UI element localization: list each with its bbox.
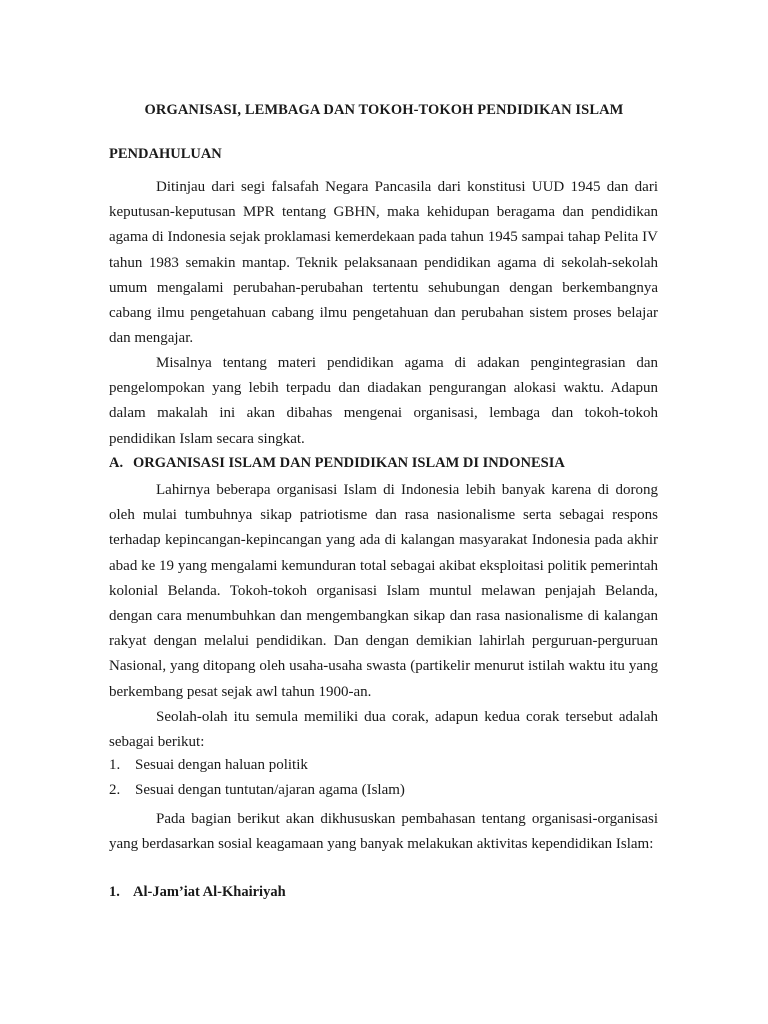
intro-heading: PENDAHULUAN bbox=[109, 146, 222, 162]
section-a-paragraph-1: Lahirnya beberapa organisasi Islam di Indonesia lebih banyak karena di dorong oleh mulai tumbuhnya sikap patriotisme dan rasa nasionalisme serta sebagai respons terhadap kepincangan-kepincangan yang ada di kalangan masyarakat Indonesia pada akhir abad ke 19 yang mengalami kemunduran total sebagai akibat eksploitasi politik pemerintah kolonial Belanda. Tokoh-tokoh organisasi Islam muntul melawan penjajah Belanda, dengan cara menumbuhkan dan mengembangkan sikap dan rasa nasionalisme di kalangan rakyat dengan melalui pendidikan. Dan dengan demikian lahirlah perguruan-perguruan Nasional, yang ditopang oleh usaha-usaha swasta (partikelir menurut istilah waktu itu yang berkembang pesat sejak awl tahun 1900-an. bbox=[109, 482, 658, 700]
section-a-paragraph-3: Pada bagian berikut akan dikhususkan pembahasan tentang organisasi-organisasi yang berdasarkan sosial keagamaan yang banyak melakukan aktivitas kependidikan Islam: bbox=[109, 811, 658, 853]
intro-paragraph-1: Ditinjau dari segi falsafah Negara Pancasila dari konstitusi UUD 1945 dan dari keputusan-keputusan MPR tentang GBHN, maka kehidupan beragama dan pendidikan agama di Indonesia sejak proklamasi kemerdekaan pada tahun 1945 sampai tahap Pelita IV tahun 1983 semakin mantap. Teknik pelaksanaan pendidikan agama di sekolah-sekolah umum mengalami perubahan-perubahan tertentu sehubungan dengan berkembangnya cabang ilmu pengetahuan cabang ilmu pengetahuan dan perubahan sistem proses belajar dan mengajar. bbox=[109, 179, 658, 347]
list-item bbox=[109, 782, 405, 799]
list-item-text: Sesuai dengan haluan politik bbox=[135, 757, 308, 773]
document-title: ORGANISASI, LEMBAGA DAN TOKOH-TOKOH PENDIDIKAN ISLAM bbox=[144, 102, 624, 118]
intro-paragraph-2: Misalnya tentang materi pendidikan agama di adakan pengintegrasian dan pengelompokan yang lebih terpadu dan diadakan pengurangan alokasi waktu. Adapun dalam makalah ini akan dibahas mengenai organisasi, lembaga dan tokoh-tokoh pendidikan Islam secara singkat. bbox=[109, 355, 658, 447]
section-a-paragraph-2: Seolah-olah itu semula memiliki dua corak, adapun kedua corak tersebut adalah sebagai berikut: bbox=[109, 709, 658, 751]
section-a-title: ORGANISASI ISLAM DAN PENDIDIKAN ISLAM DI INDONESIA bbox=[133, 455, 565, 471]
subsection-1-number: 1. bbox=[109, 884, 120, 900]
section-a-number: A. bbox=[109, 455, 124, 471]
subsection-1-heading bbox=[109, 884, 286, 901]
list-item-number: 2. bbox=[109, 782, 121, 798]
list-item-text: Sesuai dengan tuntutan/ajaran agama (Islam) bbox=[135, 782, 405, 798]
section-a-heading bbox=[109, 455, 565, 472]
list-item-number: 1. bbox=[109, 757, 121, 773]
list-item bbox=[109, 757, 308, 774]
subsection-1-title: Al-Jam’iat Al-Khairiyah bbox=[133, 884, 286, 900]
